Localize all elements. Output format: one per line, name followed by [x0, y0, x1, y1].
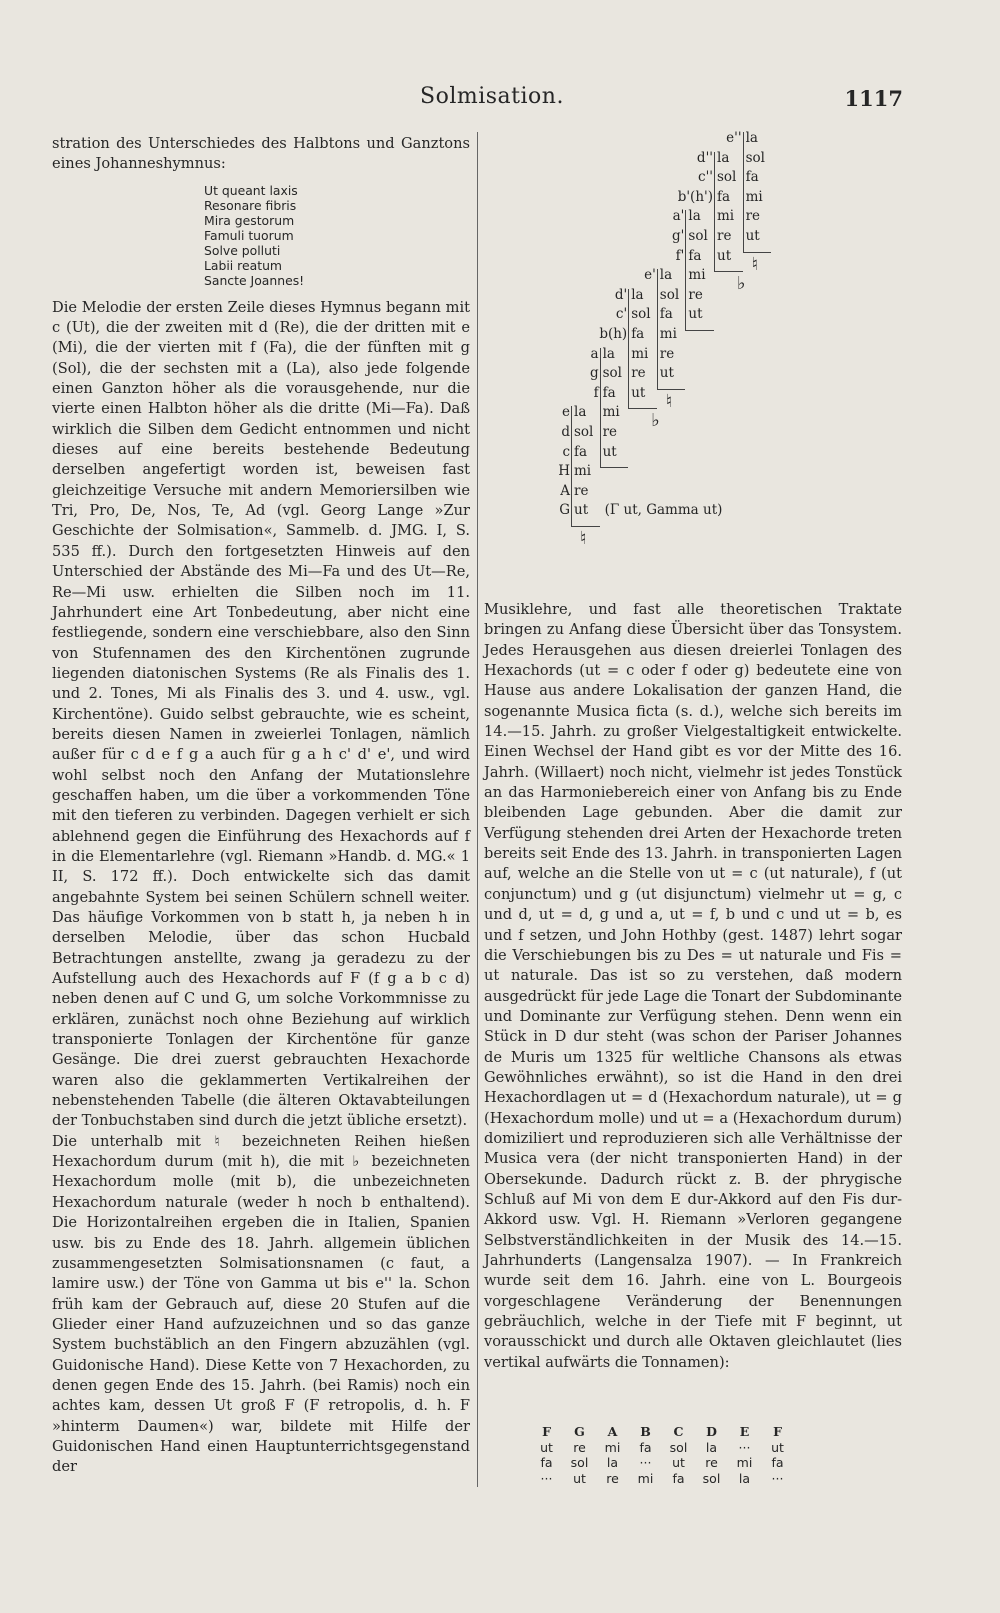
page-number: 1117 — [844, 86, 903, 111]
diagram-syllable: sol — [688, 228, 708, 244]
table-cell: re — [606, 1470, 619, 1486]
hexachord-bracket — [657, 269, 658, 389]
hexachord-bracket — [714, 152, 715, 272]
diagram-note-name: A — [560, 482, 570, 499]
diagram-syllable: mi — [602, 404, 620, 421]
hexachord-bracket — [685, 210, 686, 330]
diagram-syllable: fa — [717, 188, 731, 205]
table-cell: ut — [540, 1439, 553, 1455]
diagram-syllable: ut — [602, 443, 617, 460]
table-cell: fa — [672, 1470, 685, 1486]
hexachord-bracket-base — [628, 408, 657, 409]
table-cell: re — [705, 1455, 718, 1470]
table-header-cell: F — [773, 1424, 782, 1439]
table-header-cell: A — [607, 1424, 618, 1439]
table-cell: ··· — [540, 1470, 553, 1486]
hexachord-bracket-base — [600, 467, 629, 468]
diagram-syllable: la — [631, 286, 644, 303]
hexachord-bracket — [743, 132, 744, 252]
table-row — [530, 1455, 794, 1471]
bourgeois-table — [530, 1424, 794, 1486]
table-header-cell: F — [542, 1424, 551, 1439]
diagram-note-name: d'' — [696, 149, 713, 166]
diagram-syllable: sol — [631, 306, 651, 323]
diagram-syllable: mi — [574, 463, 592, 480]
diagram-syllable: fa — [688, 247, 702, 264]
table-row — [530, 1471, 794, 1487]
hymn-line: Solve polluti — [204, 242, 281, 258]
diagram-syllable: sol — [717, 169, 737, 186]
diagram-note-name: c' — [615, 306, 628, 323]
diagram-syllable: fa — [574, 443, 588, 460]
diagram-syllable: la — [745, 130, 758, 146]
table-cell: sol — [669, 1439, 688, 1455]
table-cell: fa — [639, 1439, 652, 1455]
diagram-note-name: c'' — [698, 169, 713, 186]
diagram-syllable: re — [602, 424, 618, 440]
paragraph: Die unterhalb mit ♮ bezeichneten Reihen hießen Hexachordum durum (mit h), die mit ♭ bezeichneten Hexachordum molle (mit b), die unbezeichneten Hexachordum naturale (weder h noch b enthaltend). Die Horizontalreihen ergeben die in Italien, Spanien usw. bis zu Ende des 18. Jahrh. allgemein üblichen zusammengesetzten Solmisationsnamen (c faut, a lamire usw.) der Töne von Gamma ut bis e'' la. Schon früh kam der Gebrauch auf, diese 20 Stufen auf die Glieder einer Hand aufzuzeichnen und so das ganze System buchstäblich an den Fingern abzuzählen (vgl. Guidonische Hand). Diese Kette von 7 Hexachorden, zu denen gegen Ende des 15. Jahrh. (bei Ramis) noch ein achtes kam, dessen Ut groß F (F retropolis, d. h. F »hinterm Daumen«) war, bildete mit Hilfe der Guidonischen Hand einen Hauptunterrichtsgegenstand der — [52, 1132, 470, 1476]
running-title: Solmisation. — [420, 84, 564, 109]
table-cell: mi — [637, 1470, 654, 1486]
hexachord-bracket-base — [685, 330, 714, 331]
table-cell: sol — [570, 1455, 589, 1470]
hymn-line: Ut queant laxis — [204, 182, 298, 198]
diagram-note-name: a' — [672, 208, 685, 225]
diagram-syllable: ut — [688, 306, 703, 323]
diagram-note-name: b'(h') — [677, 188, 713, 205]
diagram-syllable: mi — [659, 326, 677, 342]
table-cell: la — [705, 1439, 718, 1455]
diagram-syllable: mi — [688, 267, 706, 284]
table-cell: la — [606, 1455, 619, 1470]
diagram-note-name: G — [559, 502, 570, 519]
hexachord-bracket-base — [714, 271, 743, 272]
diagram-syllable: ut — [659, 365, 674, 382]
paragraph: Musiklehre, und fast alle theoretischen Traktate bringen zu Anfang diese Übersicht über das Tonsystem. Jedes Herausgehen aus diesen dreierlei Tonlagen des Hexachords (ut = c oder f oder g) bedeutete eine von Hause aus andere Lokalisation der ganzen Hand, die sogenannte Musica ficta (s. d.), welche sich bereits im 14.—15. Jahrh. zu großer Vielgestaltigkeit entwickelte. Einen Wechsel der Hand gibt es vor der Mitte des 16. Jahrh. (Willaert) noch nicht, vielmehr ist jedes Tonstück an das Harmoniebereich einer von Anfang bis zu Ende bleibenden Lage gebunden. Aber die damit zur Verfügung stehenden drei Arten der Hexachorde treten bereits seit Ende des 13. Jahrh. in transponierten Lagen auf, welche an die Stelle von ut = c (ut naturale), f (ut conjunctum) und g (ut disjunctum) vielmehr ut = g, c und d, ut = d, g und a, ut = f, b und c und ut = b, es und f setzen, und John Hothby (gest. 1487) lehrt sogar die Verschiebungen bis zu Des = ut naturale und Fis = ut naturale. Das ist so zu verstehen, daß modern ausgedrückt für jede Lage die Tonart der Subdominante und Dominante zur Verfügung stehen. Denn wenn ein Stück in D dur steht (was schon der Pariser Johannes de Muris um 1325 für weltliche Chansons als etwas Gewöhnliches erwähnt), so ist die Hand in den drei Hexachordlagen ut = d (Hexachordum naturale), ut = g (Hexachordum molle) und ut = a (Hexachordum durum) domiziliert und reproduzieren sich alle Verhältnisse der Musica vera (der nicht transponierten Hand) in der Obersekunde. Dadurch rückt z. B. der phrygische Schluß auf Mi von dem E dur-Akkord auf den Fis dur-Akkord usw. Vgl. H. Riemann »Verloren gegangene Selbstverständlichkeiten in der Musik des 14.—15. Jahrhunderts (Langensalza 1907). — In Frankreich wurde seit dem 16. Jahrh. eine von L. Bourgeois vorgeschlagene Veränderung der Benennungen gebräuchlich, welche in der Tiefe mit F beginnt, ut vorausschickt und durch alle Oktaven gleichlautet (lies vertikal aufwärts die Tonnamen): — [484, 601, 902, 1371]
hexachord-bracket-base — [657, 389, 686, 390]
table-header-cell: C — [673, 1424, 684, 1439]
diagram-syllable: ut — [745, 228, 760, 244]
table-header-row — [530, 1424, 794, 1440]
diagram-note-name: f — [593, 384, 599, 401]
table-cell: ut — [573, 1470, 586, 1486]
table-cell: ··· — [771, 1470, 784, 1486]
diagram-syllable: mi — [745, 188, 763, 205]
table-cell: ··· — [639, 1455, 652, 1470]
diagram-note-name: e' — [644, 267, 656, 284]
diagram-syllable: fa — [602, 384, 616, 401]
natural-icon: ♮ — [580, 528, 587, 549]
hymn-line: Labii reatum — [204, 257, 283, 273]
diagram-syllable: re — [745, 208, 761, 225]
diagram-syllable: sol — [659, 286, 680, 303]
flat-icon: ♭ — [651, 410, 660, 432]
diagram-note-name: f' — [675, 247, 685, 264]
table-header-cell: G — [574, 1424, 585, 1439]
natural-icon: ♮ — [751, 253, 759, 275]
diagram-syllable: la — [688, 208, 701, 225]
diagram-syllable: re — [574, 482, 589, 499]
paragraph: Die Melodie der ersten Zeile dieses Hymnus begann mit c (Ut), die der zweiten mit d (Re), die der dritten mit e (Mi), die der vierten mit f (Fa), die der fünften mit g (Sol), die der sechsten mit a (La), also jede folgende einen Ganzton höher als die vorausgehende, nur die vierte einen Halbton höher als die dritte (Mi—Fa). Daß wirklich die Silben dem Gedicht entnommen und nicht dieses auf eine bereits bestehende Bedeutung derselben angefertigt worden ist, beweisen fast gleichzeitige Versuche mit andern Memoriersilben wie Tri, Pro, De, Nos, Te, Ad (vgl. Georg Lange »Zur Geschichte der Solmisation«, Sammelb. d. JMG. I, S. 535 ff.). Durch den fortgesetzten Hinweis auf den Unterschied der Abstände des Mi—Fa und des Ut—Re, Re—Mi usw. erhielten die Silben noch im 11. Jahrhundert eine Art Tonbedeutung, aber nicht eine festliegende, sondern eine verschiebbare, also den Sinn von Stufennamen des den Kirchentönen zugrunde liegenden diatonischen Systems (Re als Finalis des 1. und 2. Tones, Mi als Finalis des 3. und 4. usw., vgl. Kirchentöne). Guido selbst gebrauchte, wie es scheint, bereits diesen Namen in zweierlei Tonlagen, nämlich außer für c d e f g a auch für g a h c' d' e', und wird wohl selbst noch den Anfang der Mutationslehre geschaffen haben, um die über a vorkommenden Töne mit den tieferen zu verbinden. Dagegen verhielt er sich ablehnend gegen die Einführung des Hexachords auf f in die Elementarlehre (vgl. Riemann »Handb. d. MG.« 1 II, S. 172 ff.). Doch entwickelte sich das damit angebahnte System bei seinen Schülern schnell weiter. Das häufige Vorkommen von b statt h, ja neben h in derselben Melodie, über das schon Hucbald Betrachtungen anstellte, zwang ja geradezu zu der Aufstellung auch des Hexachords auf F (f g a b c d) neben denen auf C und G, um solche Vorkommnisse zu erklären, zunächst noch ohne Beziehung auf wirklich transponierte Tonlagen der Kirchentöne für ganze Gesänge. Die drei zuerst gebrauchten Hexachorde waren also die geklammerten Vertikalreihen der nebenstehenden Tabelle (die älteren Oktavabteilungen der Tonbuchstaben sind durch die jetzt übliche ersetzt). — [52, 298, 470, 1130]
table-header-cell: E — [739, 1424, 750, 1439]
diagram-syllable: fa — [659, 306, 673, 323]
table-cell: ut — [672, 1455, 685, 1470]
flat-icon: ♭ — [737, 273, 746, 295]
diagram-note-name: H — [558, 463, 570, 480]
diagram-syllable: re — [717, 228, 732, 244]
table-cell: fa — [771, 1455, 784, 1470]
hexachord-bracket — [571, 406, 572, 526]
table-cell: fa — [540, 1455, 553, 1470]
diagram-syllable: re — [659, 345, 675, 362]
hexachord-bracket-base — [743, 252, 772, 253]
diagram-note-name: e'' — [726, 130, 742, 146]
diagram-syllable: re — [688, 286, 703, 303]
diagram-syllable: re — [631, 365, 646, 382]
hymn-verse — [204, 183, 470, 288]
diagram-syllable: mi — [717, 208, 735, 225]
table-cell: mi — [736, 1455, 753, 1470]
hexachord-bracket — [628, 289, 629, 409]
diagram-note-name: g' — [672, 228, 685, 244]
table-cell: mi — [604, 1439, 621, 1455]
diagram-note-name: a — [590, 345, 599, 362]
diagram-syllable: la — [574, 404, 587, 421]
table-row — [530, 1440, 794, 1456]
diagram-syllable: ut — [574, 502, 589, 519]
table-cell: re — [573, 1439, 586, 1455]
table-cell: ··· — [738, 1439, 751, 1455]
diagram-syllable: fa — [631, 326, 645, 342]
intro-text: stration des Unterschiedes des Halbtons und Ganztons eines Johanneshymnus: — [52, 135, 470, 173]
diagram-syllable: mi — [631, 345, 649, 362]
diagram-syllable: la — [659, 267, 673, 284]
hymn-line: Sancte Joannes! — [204, 272, 305, 288]
diagram-syllable: sol — [745, 149, 765, 166]
diagram-syllable: ut — [631, 384, 646, 401]
diagram-syllable: sol — [602, 365, 622, 382]
hexachord-bracket — [600, 348, 601, 468]
hymn-line: Resonare fibris — [204, 197, 297, 213]
diagram-syllable: la — [602, 345, 615, 362]
table-header-cell: D — [706, 1424, 717, 1439]
diagram-note-name: e — [562, 404, 570, 421]
left-column — [52, 134, 470, 1478]
right-column — [484, 600, 902, 1373]
hymn-line: Mira gestorum — [204, 212, 295, 228]
table-header-cell: B — [640, 1424, 651, 1439]
hexachord-bracket-base — [571, 526, 600, 527]
column-divider — [477, 132, 478, 1487]
table-cell: ut — [771, 1439, 784, 1455]
diagram-note-name: c — [562, 443, 570, 460]
diagram-note-name: b(h) — [599, 326, 628, 342]
table-cell: la — [738, 1470, 751, 1486]
diagram-syllable: ut — [717, 247, 732, 264]
diagram-syllable: la — [717, 149, 730, 166]
diagram-note-name: g — [589, 365, 599, 382]
hymn-line: Famuli tuorum — [204, 227, 294, 243]
gamma-ut-note: (Γ ut, Gamma ut) — [604, 502, 723, 519]
diagram-note-name: d' — [614, 286, 628, 303]
diagram-note-name: d — [561, 424, 570, 440]
natural-icon: ♮ — [665, 390, 673, 412]
table-cell: sol — [702, 1470, 721, 1486]
hexachord-diagram — [560, 130, 920, 600]
diagram-syllable: fa — [745, 169, 759, 186]
diagram-syllable: sol — [574, 424, 594, 440]
